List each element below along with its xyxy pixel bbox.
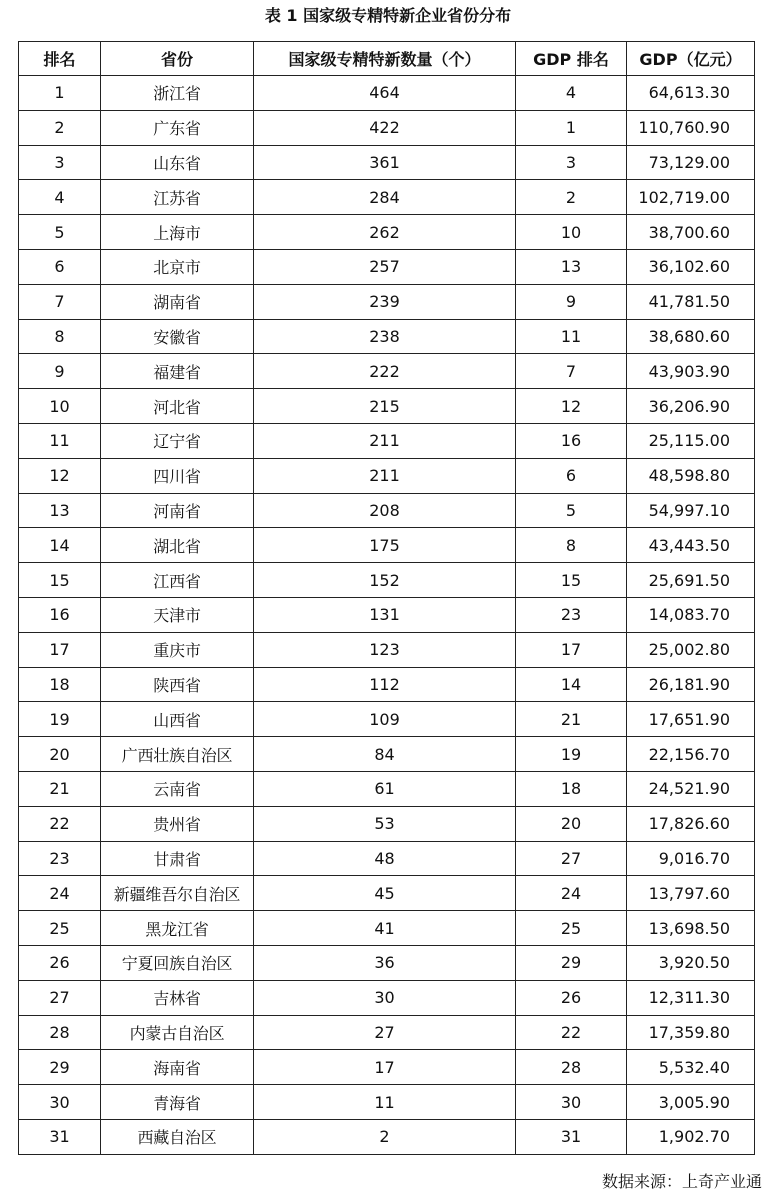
cell-province: 福建省 bbox=[101, 354, 254, 389]
cell-count: 175 bbox=[254, 528, 516, 563]
cell-gdp-rank: 7 bbox=[516, 354, 627, 389]
cell-gdp: 48,598.80 bbox=[627, 458, 755, 493]
cell-rank: 1 bbox=[19, 76, 101, 111]
table-row bbox=[19, 806, 755, 841]
cell-rank: 22 bbox=[19, 806, 101, 841]
cell-province: 宁夏回族自治区 bbox=[101, 945, 254, 980]
cell-rank: 11 bbox=[19, 423, 101, 458]
cell-gdp-rank: 21 bbox=[516, 702, 627, 737]
cell-gdp: 36,102.60 bbox=[627, 249, 755, 284]
table-body bbox=[19, 76, 755, 1155]
header-province: 省份 bbox=[101, 42, 254, 76]
cell-count: 238 bbox=[254, 319, 516, 354]
cell-gdp-rank: 4 bbox=[516, 76, 627, 111]
cell-gdp: 64,613.30 bbox=[627, 76, 755, 111]
cell-gdp-rank: 20 bbox=[516, 806, 627, 841]
cell-rank: 31 bbox=[19, 1119, 101, 1154]
cell-gdp: 43,903.90 bbox=[627, 354, 755, 389]
table-row bbox=[19, 76, 755, 111]
header-row bbox=[19, 42, 755, 76]
table-row bbox=[19, 632, 755, 667]
cell-rank: 19 bbox=[19, 702, 101, 737]
cell-rank: 25 bbox=[19, 911, 101, 946]
cell-count: 211 bbox=[254, 423, 516, 458]
cell-province: 辽宁省 bbox=[101, 423, 254, 458]
table-row bbox=[19, 180, 755, 215]
table-row bbox=[19, 493, 755, 528]
cell-province: 上海市 bbox=[101, 215, 254, 250]
cell-province: 江苏省 bbox=[101, 180, 254, 215]
cell-gdp: 38,680.60 bbox=[627, 319, 755, 354]
cell-province: 内蒙古自治区 bbox=[101, 1015, 254, 1050]
cell-gdp-rank: 2 bbox=[516, 180, 627, 215]
cell-count: 208 bbox=[254, 493, 516, 528]
cell-gdp-rank: 26 bbox=[516, 980, 627, 1015]
cell-gdp-rank: 14 bbox=[516, 667, 627, 702]
cell-gdp-rank: 16 bbox=[516, 423, 627, 458]
cell-province: 黑龙江省 bbox=[101, 911, 254, 946]
province-distribution-table bbox=[18, 41, 755, 1155]
cell-province: 甘肃省 bbox=[101, 841, 254, 876]
cell-province: 安徽省 bbox=[101, 319, 254, 354]
header-rank: 排名 bbox=[19, 42, 101, 76]
cell-province: 河北省 bbox=[101, 389, 254, 424]
cell-gdp: 24,521.90 bbox=[627, 771, 755, 806]
cell-rank: 5 bbox=[19, 215, 101, 250]
table-row bbox=[19, 771, 755, 806]
cell-rank: 15 bbox=[19, 563, 101, 598]
cell-count: 11 bbox=[254, 1085, 516, 1120]
table-row bbox=[19, 423, 755, 458]
cell-gdp: 41,781.50 bbox=[627, 284, 755, 319]
cell-count: 152 bbox=[254, 563, 516, 598]
cell-gdp: 54,997.10 bbox=[627, 493, 755, 528]
cell-rank: 18 bbox=[19, 667, 101, 702]
cell-count: 53 bbox=[254, 806, 516, 841]
cell-gdp: 43,443.50 bbox=[627, 528, 755, 563]
cell-province: 吉林省 bbox=[101, 980, 254, 1015]
cell-rank: 24 bbox=[19, 876, 101, 911]
cell-gdp: 1,902.70 bbox=[627, 1119, 755, 1154]
cell-gdp: 110,760.90 bbox=[627, 110, 755, 145]
table-row bbox=[19, 1050, 755, 1085]
cell-gdp: 14,083.70 bbox=[627, 597, 755, 632]
cell-gdp: 22,156.70 bbox=[627, 737, 755, 772]
table-row bbox=[19, 563, 755, 598]
cell-count: 257 bbox=[254, 249, 516, 284]
cell-gdp: 73,129.00 bbox=[627, 145, 755, 180]
cell-gdp-rank: 6 bbox=[516, 458, 627, 493]
table-row bbox=[19, 597, 755, 632]
table-row bbox=[19, 841, 755, 876]
cell-count: 131 bbox=[254, 597, 516, 632]
cell-count: 361 bbox=[254, 145, 516, 180]
cell-count: 41 bbox=[254, 911, 516, 946]
cell-gdp-rank: 23 bbox=[516, 597, 627, 632]
cell-count: 27 bbox=[254, 1015, 516, 1050]
table-row bbox=[19, 319, 755, 354]
cell-count: 464 bbox=[254, 76, 516, 111]
cell-count: 215 bbox=[254, 389, 516, 424]
cell-count: 61 bbox=[254, 771, 516, 806]
cell-gdp-rank: 9 bbox=[516, 284, 627, 319]
cell-gdp: 17,359.80 bbox=[627, 1015, 755, 1050]
table-row bbox=[19, 702, 755, 737]
cell-province: 天津市 bbox=[101, 597, 254, 632]
cell-gdp-rank: 8 bbox=[516, 528, 627, 563]
cell-province: 湖北省 bbox=[101, 528, 254, 563]
table-row bbox=[19, 876, 755, 911]
cell-count: 123 bbox=[254, 632, 516, 667]
cell-count: 222 bbox=[254, 354, 516, 389]
cell-province: 北京市 bbox=[101, 249, 254, 284]
cell-gdp-rank: 13 bbox=[516, 249, 627, 284]
table-row bbox=[19, 1015, 755, 1050]
cell-gdp: 38,700.60 bbox=[627, 215, 755, 250]
cell-province: 山西省 bbox=[101, 702, 254, 737]
cell-gdp: 17,826.60 bbox=[627, 806, 755, 841]
cell-rank: 17 bbox=[19, 632, 101, 667]
cell-gdp: 102,719.00 bbox=[627, 180, 755, 215]
cell-rank: 27 bbox=[19, 980, 101, 1015]
cell-gdp-rank: 17 bbox=[516, 632, 627, 667]
cell-gdp-rank: 19 bbox=[516, 737, 627, 772]
cell-province: 湖南省 bbox=[101, 284, 254, 319]
table-row bbox=[19, 354, 755, 389]
cell-count: 17 bbox=[254, 1050, 516, 1085]
table-row bbox=[19, 458, 755, 493]
cell-rank: 23 bbox=[19, 841, 101, 876]
cell-count: 211 bbox=[254, 458, 516, 493]
cell-rank: 12 bbox=[19, 458, 101, 493]
cell-count: 284 bbox=[254, 180, 516, 215]
table-row bbox=[19, 737, 755, 772]
cell-gdp: 26,181.90 bbox=[627, 667, 755, 702]
cell-province: 四川省 bbox=[101, 458, 254, 493]
cell-count: 262 bbox=[254, 215, 516, 250]
cell-gdp-rank: 29 bbox=[516, 945, 627, 980]
table-row bbox=[19, 528, 755, 563]
cell-gdp-rank: 3 bbox=[516, 145, 627, 180]
cell-gdp-rank: 15 bbox=[516, 563, 627, 598]
cell-gdp: 13,698.50 bbox=[627, 911, 755, 946]
cell-province: 云南省 bbox=[101, 771, 254, 806]
table-row bbox=[19, 1085, 755, 1120]
cell-province: 广东省 bbox=[101, 110, 254, 145]
cell-count: 239 bbox=[254, 284, 516, 319]
cell-gdp-rank: 25 bbox=[516, 911, 627, 946]
cell-gdp-rank: 30 bbox=[516, 1085, 627, 1120]
cell-rank: 20 bbox=[19, 737, 101, 772]
cell-count: 2 bbox=[254, 1119, 516, 1154]
cell-province: 青海省 bbox=[101, 1085, 254, 1120]
cell-rank: 9 bbox=[19, 354, 101, 389]
cell-province: 西藏自治区 bbox=[101, 1119, 254, 1154]
cell-gdp: 36,206.90 bbox=[627, 389, 755, 424]
cell-rank: 28 bbox=[19, 1015, 101, 1050]
cell-gdp-rank: 5 bbox=[516, 493, 627, 528]
cell-rank: 14 bbox=[19, 528, 101, 563]
cell-count: 84 bbox=[254, 737, 516, 772]
cell-gdp: 13,797.60 bbox=[627, 876, 755, 911]
table-row bbox=[19, 667, 755, 702]
cell-province: 河南省 bbox=[101, 493, 254, 528]
cell-gdp: 25,115.00 bbox=[627, 423, 755, 458]
table-row bbox=[19, 249, 755, 284]
table-row bbox=[19, 110, 755, 145]
cell-rank: 21 bbox=[19, 771, 101, 806]
cell-province: 山东省 bbox=[101, 145, 254, 180]
cell-gdp-rank: 10 bbox=[516, 215, 627, 250]
cell-gdp-rank: 24 bbox=[516, 876, 627, 911]
cell-gdp: 9,016.70 bbox=[627, 841, 755, 876]
cell-rank: 30 bbox=[19, 1085, 101, 1120]
table-row bbox=[19, 145, 755, 180]
cell-rank: 3 bbox=[19, 145, 101, 180]
cell-province: 海南省 bbox=[101, 1050, 254, 1085]
table-row bbox=[19, 945, 755, 980]
cell-rank: 4 bbox=[19, 180, 101, 215]
cell-province: 新疆维吾尔自治区 bbox=[101, 876, 254, 911]
cell-rank: 6 bbox=[19, 249, 101, 284]
cell-province: 重庆市 bbox=[101, 632, 254, 667]
cell-count: 36 bbox=[254, 945, 516, 980]
cell-gdp-rank: 1 bbox=[516, 110, 627, 145]
cell-gdp-rank: 22 bbox=[516, 1015, 627, 1050]
cell-province: 江西省 bbox=[101, 563, 254, 598]
cell-count: 30 bbox=[254, 980, 516, 1015]
table-row bbox=[19, 980, 755, 1015]
header-count: 国家级专精特新数量（个） bbox=[254, 42, 516, 76]
cell-gdp: 3,005.90 bbox=[627, 1085, 755, 1120]
cell-rank: 16 bbox=[19, 597, 101, 632]
cell-count: 45 bbox=[254, 876, 516, 911]
table-title: 表 1 国家级专精特新企业省份分布 bbox=[264, 6, 512, 25]
cell-province: 贵州省 bbox=[101, 806, 254, 841]
table-row bbox=[19, 389, 755, 424]
table-row bbox=[19, 215, 755, 250]
cell-rank: 2 bbox=[19, 110, 101, 145]
cell-rank: 13 bbox=[19, 493, 101, 528]
table-row bbox=[19, 911, 755, 946]
cell-gdp: 3,920.50 bbox=[627, 945, 755, 980]
cell-count: 48 bbox=[254, 841, 516, 876]
cell-rank: 29 bbox=[19, 1050, 101, 1085]
table-row bbox=[19, 284, 755, 319]
cell-rank: 8 bbox=[19, 319, 101, 354]
cell-province: 浙江省 bbox=[101, 76, 254, 111]
cell-province: 陕西省 bbox=[101, 667, 254, 702]
header-gdp-rank: GDP 排名 bbox=[516, 42, 627, 76]
cell-count: 109 bbox=[254, 702, 516, 737]
cell-rank: 26 bbox=[19, 945, 101, 980]
cell-count: 112 bbox=[254, 667, 516, 702]
cell-gdp-rank: 12 bbox=[516, 389, 627, 424]
cell-gdp: 12,311.30 bbox=[627, 980, 755, 1015]
cell-gdp-rank: 11 bbox=[516, 319, 627, 354]
cell-gdp: 25,002.80 bbox=[627, 632, 755, 667]
cell-gdp-rank: 31 bbox=[516, 1119, 627, 1154]
cell-rank: 7 bbox=[19, 284, 101, 319]
cell-gdp: 17,651.90 bbox=[627, 702, 755, 737]
cell-gdp: 25,691.50 bbox=[627, 563, 755, 598]
table-row bbox=[19, 1119, 755, 1154]
cell-rank: 10 bbox=[19, 389, 101, 424]
cell-gdp: 5,532.40 bbox=[627, 1050, 755, 1085]
data-source-note: 数据来源：上奇产业通 bbox=[601, 1172, 762, 1191]
cell-province: 广西壮族自治区 bbox=[101, 737, 254, 772]
cell-gdp-rank: 28 bbox=[516, 1050, 627, 1085]
cell-gdp-rank: 27 bbox=[516, 841, 627, 876]
cell-gdp-rank: 18 bbox=[516, 771, 627, 806]
header-gdp: GDP（亿元） bbox=[627, 42, 755, 76]
cell-count: 422 bbox=[254, 110, 516, 145]
